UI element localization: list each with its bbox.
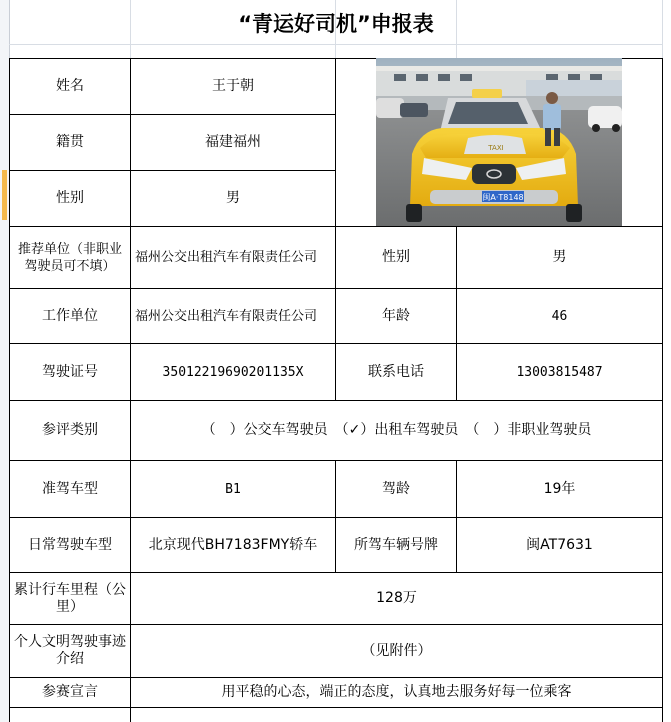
age-value: 46 xyxy=(551,308,568,324)
plate-label: 所驾车辆号牌 xyxy=(354,536,438,553)
declaration-label: 参赛宣言 xyxy=(42,684,98,700)
declaration-value: 用平稳的心态，端正的态度，认真地去服务好每一位乘客 xyxy=(221,684,572,700)
daily-vehicle-value: 北京现代BH7183FMY轿车 xyxy=(148,536,318,553)
deeds-label: 个人文明驾驶事迹介绍 xyxy=(14,634,126,667)
gender-value: 男 xyxy=(226,190,240,206)
deeds-value: （见附件） xyxy=(361,642,432,659)
driving-years-label: 驾龄 xyxy=(382,480,410,497)
vehicle-class-label: 准驾车型 xyxy=(42,480,98,497)
name-value: 王于朝 xyxy=(212,78,254,94)
phone-label: 联系电话 xyxy=(368,363,424,380)
mileage-label: 累计行车里程（公里） xyxy=(14,581,126,615)
recommender-value: 福州公交出租汽车有限责任公司 xyxy=(135,250,318,265)
license-value: 35012219690201135X xyxy=(162,364,304,380)
native-place-value: 福建福州 xyxy=(205,134,261,150)
gender-label: 性别 xyxy=(56,190,84,206)
spreadsheet-gridline xyxy=(9,44,663,45)
category-value: （ ）公交车驾驶员 （✓）出租车驾驶员 （ ）非职业驾驶员 xyxy=(201,422,592,438)
form-title: “青运好司机”申报表 xyxy=(238,12,434,36)
svg-text:TAXI: TAXI xyxy=(488,144,504,152)
selected-row-marker xyxy=(2,170,7,220)
workplace-value: 福州公交出租汽车有限责任公司 xyxy=(135,308,318,324)
gender-right-value: 男 xyxy=(552,249,567,265)
plate-value: 闽AT7631 xyxy=(526,536,593,553)
phone-value: 13003815487 xyxy=(516,364,603,380)
daily-vehicle-label: 日常驾驶车型 xyxy=(28,536,112,553)
license-label: 驾驶证号 xyxy=(42,363,98,380)
driver-photo xyxy=(376,58,622,226)
age-label: 年龄 xyxy=(382,307,410,324)
vehicle-class-value: B1 xyxy=(225,481,241,497)
native-place-label: 籍贯 xyxy=(56,134,84,150)
name-label: 姓名 xyxy=(56,78,84,94)
category-label: 参评类别 xyxy=(42,422,98,438)
workplace-label: 工作单位 xyxy=(42,307,98,324)
svg-text:闽A·T8148: 闽A·T8148 xyxy=(482,193,524,202)
driving-years-value: 19年 xyxy=(543,480,576,497)
gender-right-label: 性别 xyxy=(382,249,410,265)
mileage-value: 128万 xyxy=(376,590,417,606)
recommender-label: 推荐单位（非职业驾驶员可不填） xyxy=(17,241,122,274)
